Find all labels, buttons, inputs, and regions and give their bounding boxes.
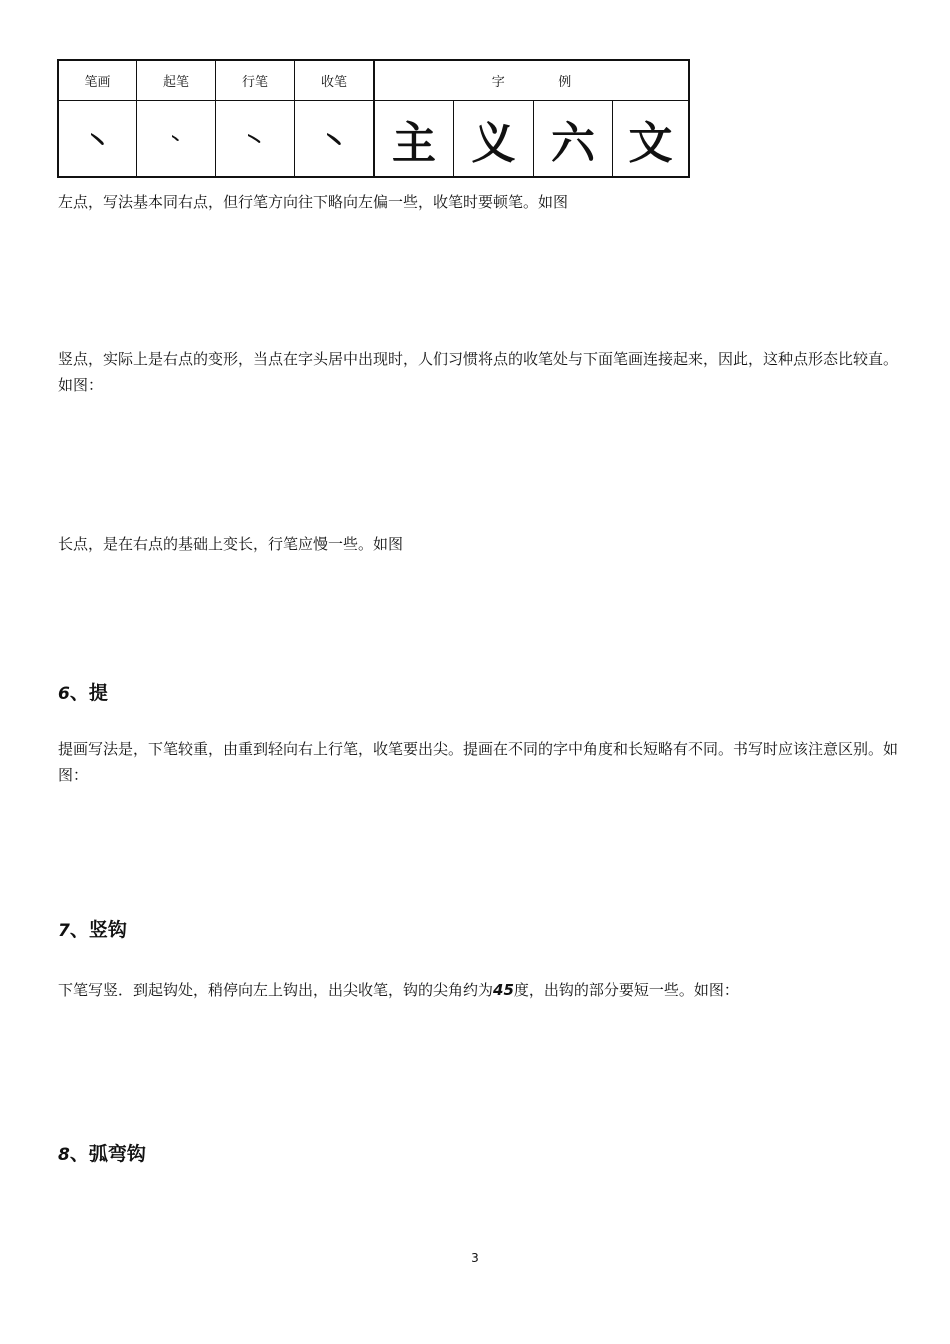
header-example-char-2: 例 <box>558 75 572 90</box>
dot-move-icon <box>240 124 270 154</box>
paragraph-long-dot: 长点，是在右点的基础上变长，行笔应慢一些。如图 <box>58 535 404 553</box>
hook-angle-number: 45 <box>493 981 514 999</box>
heading-vertical-hook-number: 7 <box>58 921 70 941</box>
heading-arc-hook-number: 8 <box>58 1145 70 1165</box>
example-cell-4 <box>613 101 688 176</box>
example-cell-1 <box>375 101 454 176</box>
example-char-yi: 义 <box>471 117 516 169</box>
dot-stroke-icon <box>83 124 113 154</box>
stroke-cell-dot <box>59 101 137 176</box>
header-examples <box>375 61 688 101</box>
example-char-zhu: 主 <box>392 117 436 169</box>
example-cell-3 <box>534 101 613 176</box>
stroke-table <box>57 59 690 178</box>
dot-end-icon <box>319 124 349 154</box>
stroke-cell-move <box>216 101 295 176</box>
heading-rise <box>58 678 108 705</box>
hook-text-2: 度，出钩的部分要短一些。如图： <box>513 981 739 999</box>
header-example-char-1: 字 <box>491 75 505 90</box>
header-start: 起笔 <box>137 61 216 101</box>
heading-arc-hook-text: 、弧弯钩 <box>69 1143 146 1165</box>
stroke-cell-start <box>137 101 216 176</box>
paragraph-vertical-hook <box>58 977 898 1003</box>
hook-text-1: 下笔写竖．到起钩处，稍停向左上钩出，出尖收笔，钩的尖角约为 <box>58 981 494 999</box>
example-char-liu: 六 <box>551 117 595 169</box>
stroke-cell-end <box>295 101 375 176</box>
heading-arc-hook <box>58 1139 146 1166</box>
example-char-wen: 文 <box>628 117 673 169</box>
paragraph-vertical-dot: 竖点，实际上是右点的变形，当点在字头居中出现时，人们习惯将点的收笔处与下面笔画连接起来，因此，这种点形态比较直。如图： <box>58 350 899 394</box>
heading-rise-number: 6 <box>58 684 70 704</box>
page-number: 3 <box>471 1251 479 1265</box>
paragraph-left-dot: 左点，写法基本同右点，但行笔方向往下略向左偏一些，收笔时要顿笔。如图 <box>58 193 569 211</box>
heading-rise-text: 、提 <box>69 682 108 704</box>
header-move: 行笔 <box>216 61 295 101</box>
heading-vertical-hook <box>58 915 127 942</box>
header-end: 收笔 <box>295 61 375 101</box>
example-cell-2 <box>454 101 534 176</box>
heading-vertical-hook-text: 、竖钩 <box>69 919 127 941</box>
paragraph-rise: 提画写法是，下笔较重，由重到轻向右上行笔，收笔要出尖。提画在不同的字中角度和长短略有不同。书写时应该注意区别。如图： <box>58 740 899 784</box>
dot-start-icon <box>161 124 191 154</box>
header-stroke: 笔画 <box>59 61 137 101</box>
